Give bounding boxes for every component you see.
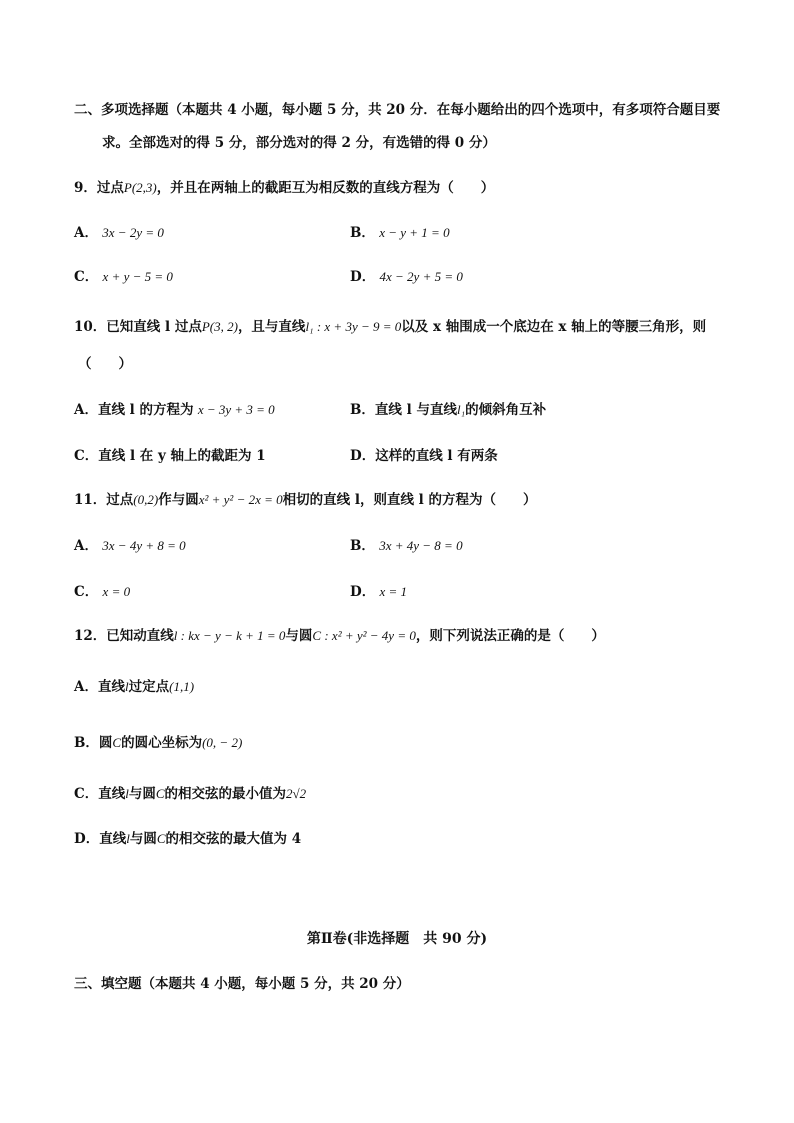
question-10-stem	[74, 318, 706, 336]
question-11-stem	[74, 491, 537, 509]
option-text-tail: 的倾斜角互补	[465, 402, 547, 418]
option-math: 4x − 2y + 5 = 0	[379, 269, 463, 284]
question-10-text-c: 以及 x 轴围成一个底边在 x 轴上的等腰三角形，则	[401, 319, 707, 335]
option-label: D．	[350, 584, 376, 600]
option-math: 2√2	[286, 786, 307, 801]
option-math: C	[112, 735, 122, 750]
part-2-title: 第Ⅱ卷(非选择题 共 90 分)	[306, 931, 488, 947]
option-text: 直线 l 的方程为	[97, 402, 194, 418]
question-9-number: 9．	[74, 180, 97, 196]
section-2-heading-line-1: 二、多项选择题（本题共 4 小题，每小题 5 分，共 20 分．在每小题给出的四个选项中，有多项符合题目要	[74, 102, 721, 118]
question-11-option-b	[350, 537, 463, 555]
question-12-option-c	[74, 785, 306, 803]
section-2-heading-line-2: 求。全部选对的得 5 分，部分选对的得 2 分，有选错的得 0 分）	[102, 135, 496, 151]
option-math: l	[125, 786, 129, 801]
question-12-option-d	[74, 830, 301, 848]
option-text: 过定点	[128, 679, 170, 695]
question-9-option-b	[350, 224, 450, 242]
option-text: 的圆心坐标为	[121, 735, 203, 751]
option-math: 3x − 2y = 0	[102, 225, 164, 240]
question-9-text-a: 过点	[96, 180, 124, 196]
option-math: l	[126, 831, 130, 846]
option-label: A．	[74, 679, 98, 695]
question-9-stem	[74, 179, 494, 197]
option-label: B．	[350, 225, 375, 241]
question-12-option-b	[74, 734, 242, 752]
option-label: D．	[74, 831, 100, 847]
question-10-option-d	[350, 447, 498, 465]
option-text: 与圆	[129, 831, 157, 847]
option-text: 的相交弦的最大值为 4	[165, 831, 302, 847]
question-11-text-a: 过点	[106, 492, 134, 508]
option-math: C	[156, 831, 166, 846]
option-label: A．	[74, 225, 98, 241]
option-math: C	[155, 786, 165, 801]
option-math: x − 3y + 3 = 0	[197, 402, 275, 417]
question-12-stem	[74, 627, 605, 645]
option-label: B．	[350, 402, 375, 418]
option-label: C．	[74, 584, 99, 600]
option-text: 这样的直线 l 有两条	[375, 448, 498, 464]
option-text: 与圆	[128, 786, 156, 802]
question-9-option-c	[74, 268, 173, 286]
option-math: x − y + 1 = 0	[379, 225, 450, 240]
option-text: 直线	[99, 831, 127, 847]
option-math: x = 1	[379, 584, 408, 599]
option-math: l	[124, 679, 129, 694]
option-label: C．	[74, 269, 99, 285]
question-11-text-c: 相切的直线 l，则直线 l 的方程为（ ）	[282, 492, 537, 508]
option-label: A．	[74, 538, 98, 554]
question-9-point: P(2,3)	[123, 180, 157, 195]
option-label: D．	[350, 269, 376, 285]
option-text: 直线	[98, 786, 126, 802]
option-math: x + y − 5 = 0	[102, 269, 173, 284]
question-10-parentheses: （ ）	[78, 356, 132, 372]
option-label: C．	[74, 448, 99, 464]
question-12-option-a	[74, 678, 194, 696]
option-label: B．	[74, 735, 99, 751]
option-text: 的相交弦的最小值为	[164, 786, 287, 802]
option-math: (1,1)	[169, 679, 195, 694]
question-10-option-a	[74, 401, 275, 419]
option-math: (0, − 2)	[202, 735, 243, 750]
option-math: 3x − 4y + 8 = 0	[102, 538, 186, 553]
option-math: 3x + 4y − 8 = 0	[379, 538, 463, 553]
question-11-number: 11．	[74, 492, 107, 508]
question-11-option-a	[74, 537, 186, 555]
option-label: B．	[350, 538, 375, 554]
question-10-point: P(3, 2)	[201, 319, 238, 334]
question-12-circle: C : x² + y² − 4y = 0	[312, 628, 416, 643]
question-9-text-b: ，并且在两轴上的截距互为相反数的直线方程为（ ）	[156, 180, 495, 196]
question-11-option-d	[350, 583, 407, 601]
question-11-option-c	[74, 583, 130, 601]
section-3-heading: 三、填空题（本题共 4 小题，每小题 5 分，共 20 分）	[74, 976, 410, 992]
option-text: 直线 l 与直线	[374, 402, 457, 418]
question-10-number: 10．	[74, 319, 107, 335]
question-10-option-c	[74, 447, 266, 465]
question-11-text-b: 作与圆	[158, 492, 199, 508]
question-10-option-b	[350, 401, 546, 419]
question-12-number: 12．	[74, 628, 107, 644]
question-11-circle: x² + y² − 2x = 0	[198, 492, 283, 507]
question-10-text-a: 已知直线 l 过点	[106, 319, 202, 335]
question-12-line: l : kx − y − k + 1 = 0	[173, 628, 286, 643]
question-12-text-c: ，则下列说法正确的是（ ）	[415, 628, 605, 644]
option-math: x = 0	[102, 584, 131, 599]
option-label: D．	[350, 448, 376, 464]
question-12-text-a: 已知动直线	[106, 628, 174, 644]
option-math: l₁	[456, 402, 466, 417]
question-10-line-l1: l₁ : x + 3y − 9 = 0	[305, 319, 402, 334]
option-label: C．	[74, 786, 99, 802]
question-9-option-a	[74, 224, 164, 242]
question-11-point: (0,2)	[133, 492, 159, 507]
question-12-text-b: 与圆	[285, 628, 313, 644]
option-text: 圆	[98, 735, 113, 751]
question-9-option-d	[350, 268, 463, 286]
option-text: 直线 l 在 y 轴上的截距为 1	[98, 448, 266, 464]
question-10-text-b: ，且与直线	[237, 319, 306, 335]
option-text: 直线	[97, 679, 125, 695]
option-label: A．	[74, 402, 98, 418]
